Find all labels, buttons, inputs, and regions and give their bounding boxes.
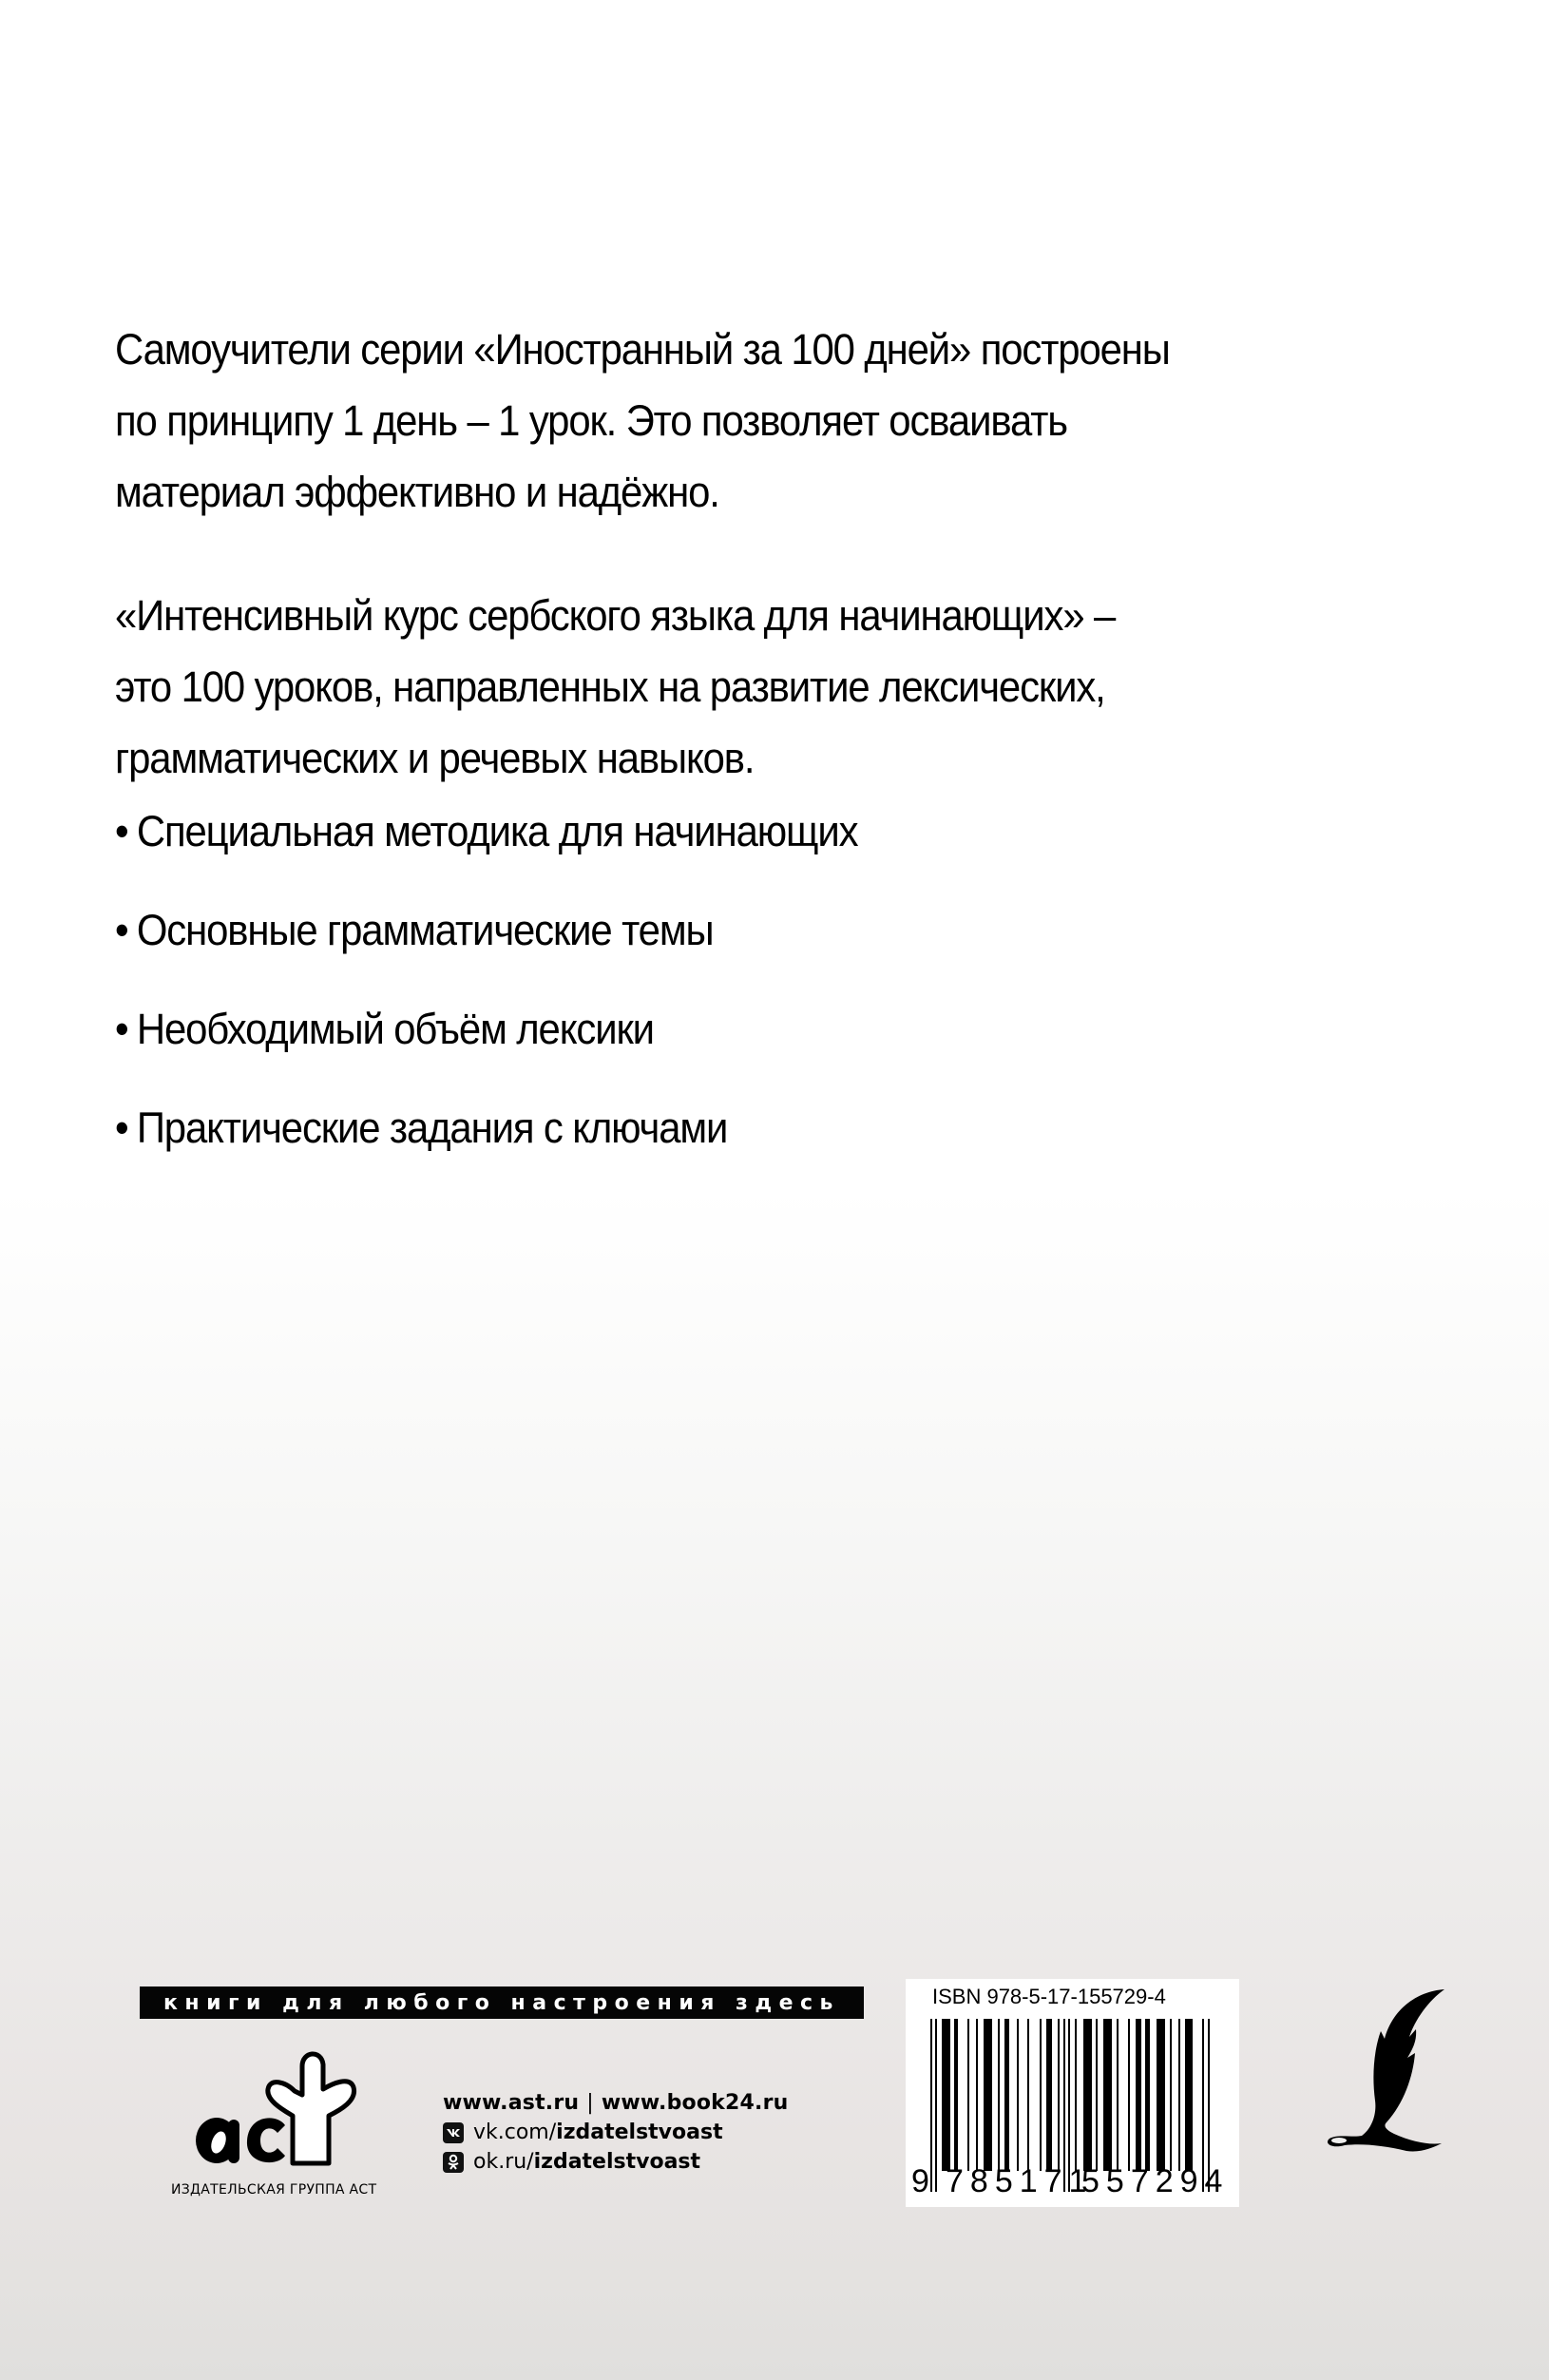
ok-prefix: ok.ru/ (473, 2150, 534, 2174)
imprint-logo (1316, 1982, 1468, 2162)
tagline-bar (140, 1987, 864, 2019)
course-paragraph (115, 580, 1115, 794)
feather-icon (1316, 1982, 1468, 2162)
intro-line: материал эффективно и надёжно. (115, 468, 719, 516)
feature-label: Специальная методика для начинающих (136, 807, 858, 855)
book24-site-link[interactable]: www.book24.ru (601, 2091, 789, 2115)
feature-item (115, 1104, 857, 1203)
intro-line: по принципу 1 день – 1 урок. Это позволяет осваивать (115, 396, 1067, 445)
ok-icon (443, 2152, 464, 2173)
intro-line: Самоучители серии «Иностранный за 100 дней» построены (115, 325, 1170, 374)
contact-links (443, 2091, 789, 2174)
bullet-icon: • (115, 906, 128, 954)
course-line: «Интенсивный курс сербского языка для начинающих» – (115, 591, 1116, 640)
course-line: грамматических и речевых навыков. (115, 734, 755, 782)
barcode-digit-first: 9 (911, 2163, 929, 2199)
feature-item (115, 1006, 857, 1104)
barcode-digits-left: 785171 (946, 2163, 1094, 2199)
feature-label: Практические задания с ключами (136, 1104, 728, 1152)
feature-item (115, 907, 857, 1006)
ast-tree-icon (190, 2045, 371, 2169)
vk-link[interactable] (443, 2121, 789, 2144)
vk-prefix: vk.com/ (473, 2121, 557, 2144)
isbn-label: ISBN 978-5-17-155729-4 (932, 1985, 1166, 2008)
bullet-icon: • (115, 1005, 128, 1053)
course-line: это 100 уроков, направленных на развитие лексических, (115, 662, 1105, 711)
bullet-icon: • (115, 807, 128, 855)
intro-paragraph (115, 314, 1170, 528)
ok-handle: izdatelstvoast (533, 2150, 701, 2174)
isbn-barcode (906, 1979, 1239, 2207)
feature-label: Необходимый объём лексики (136, 1005, 654, 1053)
bullet-icon: • (115, 1104, 128, 1152)
link-separator: | (586, 2091, 594, 2115)
ast-site-link[interactable]: www.ast.ru (443, 2091, 580, 2115)
publisher-logo (190, 2045, 371, 2169)
web-links (443, 2091, 789, 2115)
vk-icon (443, 2122, 464, 2143)
ok-link[interactable] (443, 2150, 789, 2174)
feature-list (115, 808, 913, 1203)
vk-handle: izdatelstvoast (556, 2121, 723, 2144)
tagline-text: книги для любого настроения здесь (163, 1990, 840, 2015)
feature-item (115, 808, 857, 907)
barcode-digits-right: 557294 (1081, 2163, 1230, 2199)
publisher-caption: ИЗДАТЕЛЬСКАЯ ГРУППА АСТ (171, 2182, 377, 2198)
feature-label: Основные грамматические темы (136, 906, 714, 954)
